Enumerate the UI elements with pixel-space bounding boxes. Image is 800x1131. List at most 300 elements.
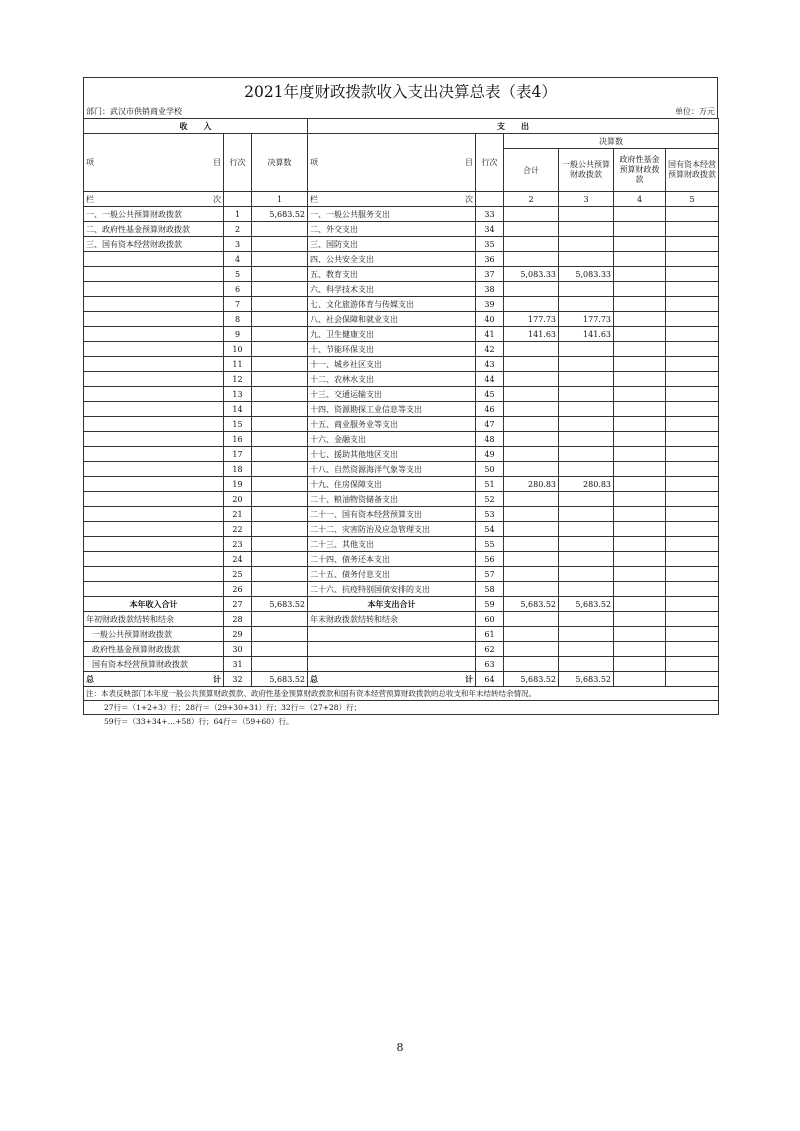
- row-number: 62: [476, 642, 504, 657]
- expense-item: 二十四、债务还本支出: [308, 552, 476, 567]
- amount-cell: [252, 462, 308, 477]
- income-item: [84, 267, 224, 282]
- table-row: [84, 567, 719, 582]
- income-item: [84, 372, 224, 387]
- row-number: 11: [224, 357, 252, 372]
- table-row: [84, 657, 719, 672]
- row-number: 44: [476, 372, 504, 387]
- expense-item: 一、一般公共服务支出: [308, 207, 476, 222]
- table-row: [84, 342, 719, 357]
- expense-item: 十五、商业服务业等支出: [308, 417, 476, 432]
- amount-cell: [252, 522, 308, 537]
- amount-cell: [252, 477, 308, 492]
- amount-cell: [504, 492, 559, 507]
- income-item: [84, 492, 224, 507]
- note-line-3: 59行＝（33+34+…+58）行；64行＝（59+60）行。: [84, 715, 719, 729]
- table-row: [84, 372, 719, 387]
- row-number: 41: [476, 327, 504, 342]
- row-number: 38: [476, 282, 504, 297]
- department-label: 部门：武汉市供销商业学校: [86, 107, 182, 116]
- expense-item: 六、科学技术支出: [308, 282, 476, 297]
- total-col-header: 合计: [504, 149, 559, 192]
- amount-cell: [252, 417, 308, 432]
- table-row: [84, 672, 719, 687]
- grand-total-label-left: 总 计: [84, 672, 224, 687]
- row-number: 2: [224, 222, 252, 237]
- income-item: [84, 327, 224, 342]
- empty-cell: [666, 222, 719, 237]
- amount-cell: 5,683.52: [252, 672, 308, 687]
- empty-cell: [614, 357, 666, 372]
- row-number: 37: [476, 267, 504, 282]
- amount-cell: [504, 402, 559, 417]
- col-number-4: 4: [614, 192, 666, 207]
- row-number: 29: [224, 627, 252, 642]
- income-item: [84, 297, 224, 312]
- income-item: [84, 357, 224, 372]
- row-number: 58: [476, 582, 504, 597]
- income-item: [84, 522, 224, 537]
- row-number: 26: [224, 582, 252, 597]
- empty-cell: [614, 582, 666, 597]
- amount-cell: [559, 402, 614, 417]
- amount-cell: [559, 567, 614, 582]
- row-number: 4: [224, 252, 252, 267]
- empty-cell: [614, 537, 666, 552]
- empty-cell: [614, 402, 666, 417]
- empty-cell: [666, 252, 719, 267]
- row-number: 46: [476, 402, 504, 417]
- expense-item: 二十三、其他支出: [308, 537, 476, 552]
- row-number: 20: [224, 492, 252, 507]
- income-item: [84, 342, 224, 357]
- expense-item: 二十、粮油物资储备支出: [308, 492, 476, 507]
- table-row: [84, 327, 719, 342]
- empty-cell: [666, 582, 719, 597]
- row-number: 31: [224, 657, 252, 672]
- expense-item: 十九、住房保障支出: [308, 477, 476, 492]
- amount-cell: 5,683.52: [504, 597, 559, 612]
- row-number: 53: [476, 507, 504, 522]
- amount-cell: [252, 567, 308, 582]
- row-number: 25: [224, 567, 252, 582]
- note-row: [84, 701, 719, 715]
- unit-label: 单位：万元: [675, 107, 715, 116]
- row-number: 45: [476, 387, 504, 402]
- expense-item: 二十一、国有资本经营预算支出: [308, 507, 476, 522]
- amount-cell: [252, 537, 308, 552]
- expense-item: 四、公共安全支出: [308, 252, 476, 267]
- amount-cell: [559, 552, 614, 567]
- row-number: 5: [224, 267, 252, 282]
- amount-cell: [504, 282, 559, 297]
- empty-cell: [614, 477, 666, 492]
- end-balance-label: 年末财政拨款结转和结余: [308, 612, 476, 627]
- empty-cell: [666, 432, 719, 447]
- row-number: 52: [476, 492, 504, 507]
- empty-cell: [614, 222, 666, 237]
- row-number: 7: [224, 297, 252, 312]
- table-row: [84, 612, 719, 627]
- table-row: [84, 207, 719, 222]
- empty-cell: [614, 312, 666, 327]
- income-item: [84, 477, 224, 492]
- amount-cell: [559, 582, 614, 597]
- row-number: 18: [224, 462, 252, 477]
- expense-item: 二十五、债务付息支出: [308, 567, 476, 582]
- income-final-header: 决算数: [252, 134, 308, 192]
- state-capital-col-header: 国有资本经营预算财政拨款: [666, 149, 719, 192]
- amount-cell: [252, 432, 308, 447]
- row-number: 24: [224, 552, 252, 567]
- amount-cell: [252, 357, 308, 372]
- gov-fund-col-header: 政府性基金预算财政拨款: [614, 149, 666, 192]
- amount-cell: [252, 237, 308, 252]
- row-number: 36: [476, 252, 504, 267]
- row-number: 48: [476, 432, 504, 447]
- row-number: 56: [476, 552, 504, 567]
- amount-cell: [559, 522, 614, 537]
- empty-cell: [666, 522, 719, 537]
- table-row: [84, 507, 719, 522]
- row-number: 17: [224, 447, 252, 462]
- row-number: 30: [224, 642, 252, 657]
- income-item: [84, 402, 224, 417]
- amount-cell: [559, 507, 614, 522]
- amount-cell: [252, 267, 308, 282]
- table-row: [84, 402, 719, 417]
- expense-row-no-header: 行次: [476, 134, 504, 192]
- expense-item: 五、教育支出: [308, 267, 476, 282]
- table-row: [84, 252, 719, 267]
- report-meta: [83, 106, 718, 118]
- amount-cell: [252, 282, 308, 297]
- col-number-2: 2: [504, 192, 559, 207]
- amount-cell: [559, 252, 614, 267]
- empty-cell: [666, 477, 719, 492]
- income-item: [84, 462, 224, 477]
- empty-cell: [614, 282, 666, 297]
- row-number: 9: [224, 327, 252, 342]
- amount-cell: [559, 357, 614, 372]
- table-row: [84, 237, 719, 252]
- table-row: [84, 642, 719, 657]
- amount-cell: [252, 582, 308, 597]
- income-year-total-label: 本年收入合计: [84, 597, 224, 612]
- empty-cell: [614, 297, 666, 312]
- income-item: [84, 507, 224, 522]
- row-number: 40: [476, 312, 504, 327]
- row-number: 10: [224, 342, 252, 357]
- amount-cell: [559, 372, 614, 387]
- row-number: 55: [476, 537, 504, 552]
- expense-item: 十、节能环保支出: [308, 342, 476, 357]
- amount-cell: [504, 297, 559, 312]
- row-number: 13: [224, 387, 252, 402]
- income-item-header: 项 目: [84, 134, 224, 192]
- empty-cell: [666, 282, 719, 297]
- amount-cell: [504, 252, 559, 267]
- empty-cell: [666, 372, 719, 387]
- empty-cell: [666, 387, 719, 402]
- sub-state-label: 国有资本经营预算财政拨款: [84, 657, 224, 672]
- empty-cell: [614, 522, 666, 537]
- empty-cell: [666, 342, 719, 357]
- note-line-1: 注：本表反映部门本年度一般公共预算财政拨款、政府性基金预算财政拨款和国有资本经营预算财政拨款的总收支和年末结转结余情况。: [84, 687, 719, 701]
- row-number: 16: [224, 432, 252, 447]
- row-number: 8: [224, 312, 252, 327]
- row-number: 23: [224, 537, 252, 552]
- amount-cell: [559, 387, 614, 402]
- row-number: 51: [476, 477, 504, 492]
- amount-cell: [252, 492, 308, 507]
- page-number: 8: [396, 1041, 404, 1054]
- row-number: 33: [476, 207, 504, 222]
- empty-cell: [614, 207, 666, 222]
- table-row: [84, 387, 719, 402]
- amount-cell: [559, 237, 614, 252]
- row-number: 14: [224, 402, 252, 417]
- row-number: 32: [224, 672, 252, 687]
- row-number: 35: [476, 237, 504, 252]
- income-item: [84, 252, 224, 267]
- amount-cell: [252, 342, 308, 357]
- table-row: [84, 552, 719, 567]
- amount-cell: 141.63: [559, 327, 614, 342]
- amount-cell: [504, 387, 559, 402]
- amount-cell: [252, 297, 308, 312]
- income-item: [84, 447, 224, 462]
- expense-item: 十七、援助其他地区支出: [308, 447, 476, 462]
- empty-cell: [666, 417, 719, 432]
- income-item: 三、国有资本经营财政拨款: [84, 237, 224, 252]
- empty-cell: [666, 492, 719, 507]
- grand-total-label-right: 总 计: [308, 672, 476, 687]
- amount-cell: [504, 222, 559, 237]
- expense-item: 十二、农林水支出: [308, 372, 476, 387]
- general-col-header: 一般公共预算财政拨款: [559, 149, 614, 192]
- table-row: [84, 582, 719, 597]
- col-label-left: 栏 次: [84, 192, 224, 207]
- empty-cell: [614, 327, 666, 342]
- empty-cell: [666, 462, 719, 477]
- table-row: [84, 432, 719, 447]
- amount-cell: [504, 462, 559, 477]
- row-number: 60: [476, 612, 504, 627]
- amount-cell: [504, 447, 559, 462]
- empty-cell: [666, 447, 719, 462]
- amount-cell: [559, 297, 614, 312]
- empty-cell: [666, 402, 719, 417]
- amount-cell: [504, 552, 559, 567]
- expense-item: 二、外交支出: [308, 222, 476, 237]
- amount-cell: [252, 372, 308, 387]
- amount-cell: 5,683.52: [559, 597, 614, 612]
- row-number: 12: [224, 372, 252, 387]
- empty-cell: [614, 417, 666, 432]
- amount-cell: [504, 522, 559, 537]
- empty-cell: [614, 387, 666, 402]
- row-number: 21: [224, 507, 252, 522]
- amount-cell: [559, 462, 614, 477]
- note-row: [84, 687, 719, 701]
- table-row: [84, 267, 719, 282]
- begin-balance-label: 年初财政拨款结转和结余: [84, 612, 224, 627]
- note-line-2: 27行＝（1+2+3）行；28行＝（29+30+31）行；32行＝（27+28）行；: [84, 701, 719, 715]
- income-item: [84, 552, 224, 567]
- empty-cell: [614, 567, 666, 582]
- expense-year-total-label: 本年支出合计: [308, 597, 476, 612]
- table-row: [84, 522, 719, 537]
- row-number: 43: [476, 357, 504, 372]
- empty-cell: [614, 432, 666, 447]
- income-item: [84, 417, 224, 432]
- empty-cell: [614, 552, 666, 567]
- row-number: 49: [476, 447, 504, 462]
- income-item: [84, 582, 224, 597]
- table-row: [84, 597, 719, 612]
- row-number: 50: [476, 462, 504, 477]
- income-header: 收 入: [84, 119, 308, 134]
- amount-cell: 5,683.52: [252, 597, 308, 612]
- income-item: [84, 312, 224, 327]
- empty-cell: [614, 252, 666, 267]
- empty-cell: [666, 327, 719, 342]
- table-row: [84, 282, 719, 297]
- income-item: [84, 537, 224, 552]
- empty-cell: [666, 237, 719, 252]
- row-number: 39: [476, 297, 504, 312]
- table-row: [84, 357, 719, 372]
- empty-cell: [666, 552, 719, 567]
- empty-cell: [666, 297, 719, 312]
- expense-item: 十一、城乡社区支出: [308, 357, 476, 372]
- table-row: [84, 417, 719, 432]
- amount-cell: 5,683.52: [504, 672, 559, 687]
- col-number-5: 5: [666, 192, 719, 207]
- empty-cell: [614, 492, 666, 507]
- amount-cell: [559, 432, 614, 447]
- empty-cell: [614, 267, 666, 282]
- row-number: 1: [224, 207, 252, 222]
- table-row: [84, 447, 719, 462]
- empty-cell: [614, 507, 666, 522]
- row-number: 28: [224, 612, 252, 627]
- empty-cell: [666, 312, 719, 327]
- income-row-no-header: 行次: [224, 134, 252, 192]
- amount-cell: [504, 357, 559, 372]
- empty-cell: [614, 237, 666, 252]
- col-number-1: 1: [252, 192, 308, 207]
- empty-cell: [614, 372, 666, 387]
- amount-cell: [559, 222, 614, 237]
- expense-item: 十六、金融支出: [308, 432, 476, 447]
- table-row: [84, 222, 719, 237]
- report-sheet: [83, 77, 718, 728]
- amount-cell: 280.83: [504, 477, 559, 492]
- table-row: [84, 492, 719, 507]
- row-number: 34: [476, 222, 504, 237]
- empty-cell: [666, 267, 719, 282]
- report-title: 2021年度财政拨款收入支出决算总表（表4）: [83, 77, 718, 106]
- amount-cell: [504, 417, 559, 432]
- note-row: [84, 715, 719, 729]
- amount-cell: [559, 492, 614, 507]
- expense-item: 七、文化旅游体育与传媒支出: [308, 297, 476, 312]
- row-number: 61: [476, 627, 504, 642]
- amount-cell: [504, 207, 559, 222]
- expense-item: 十三、交通运输支出: [308, 387, 476, 402]
- income-item: 二、政府性基金预算财政拨款: [84, 222, 224, 237]
- table-row: [84, 312, 719, 327]
- row-number: 47: [476, 417, 504, 432]
- amount-cell: [559, 207, 614, 222]
- amount-cell: 5,083.33: [504, 267, 559, 282]
- amount-cell: 5,083.33: [559, 267, 614, 282]
- row-number: 15: [224, 417, 252, 432]
- amount-cell: [252, 327, 308, 342]
- empty-cell: [666, 207, 719, 222]
- table-row: [84, 462, 719, 477]
- row-number: 19: [224, 477, 252, 492]
- empty-cell: [666, 537, 719, 552]
- amount-cell: 141.63: [504, 327, 559, 342]
- sub-gov-fund-label: 政府性基金预算财政拨款: [84, 642, 224, 657]
- amount-cell: 177.73: [559, 312, 614, 327]
- amount-cell: [559, 342, 614, 357]
- amount-cell: [252, 402, 308, 417]
- empty-cell: [614, 447, 666, 462]
- amount-cell: [504, 342, 559, 357]
- amount-cell: [252, 387, 308, 402]
- expense-item: 二十二、灾害防治及应急管理支出: [308, 522, 476, 537]
- row-number: 3: [224, 237, 252, 252]
- amount-cell: [252, 252, 308, 267]
- amount-cell: [252, 552, 308, 567]
- amount-cell: [504, 567, 559, 582]
- row-number: 27: [224, 597, 252, 612]
- empty-cell: [666, 567, 719, 582]
- fiscal-table: [83, 118, 719, 728]
- expense-item: 三、国防支出: [308, 237, 476, 252]
- amount-cell: [504, 582, 559, 597]
- row-number: 57: [476, 567, 504, 582]
- row-number: 63: [476, 657, 504, 672]
- row-number: 42: [476, 342, 504, 357]
- row-number: 64: [476, 672, 504, 687]
- row-number: 59: [476, 597, 504, 612]
- income-item: [84, 567, 224, 582]
- expense-header: 支 出: [308, 119, 719, 134]
- table-row: [84, 627, 719, 642]
- amount-cell: [559, 537, 614, 552]
- amount-cell: [504, 507, 559, 522]
- amount-cell: 5,683.52: [252, 207, 308, 222]
- empty-cell: [666, 507, 719, 522]
- expense-item: 十八、自然资源海洋气象等支出: [308, 462, 476, 477]
- col-number-3: 3: [559, 192, 614, 207]
- expense-final-header: 决算数: [504, 134, 719, 149]
- summary-section: [84, 597, 719, 729]
- sub-general-label: 一般公共预算财政拨款: [84, 627, 224, 642]
- table-row: [84, 297, 719, 312]
- empty-cell: [614, 462, 666, 477]
- amount-cell: [559, 447, 614, 462]
- amount-cell: 5,683.52: [559, 672, 614, 687]
- amount-cell: 177.73: [504, 312, 559, 327]
- expense-item: 十四、资源勘探工业信息等支出: [308, 402, 476, 417]
- amount-cell: [504, 372, 559, 387]
